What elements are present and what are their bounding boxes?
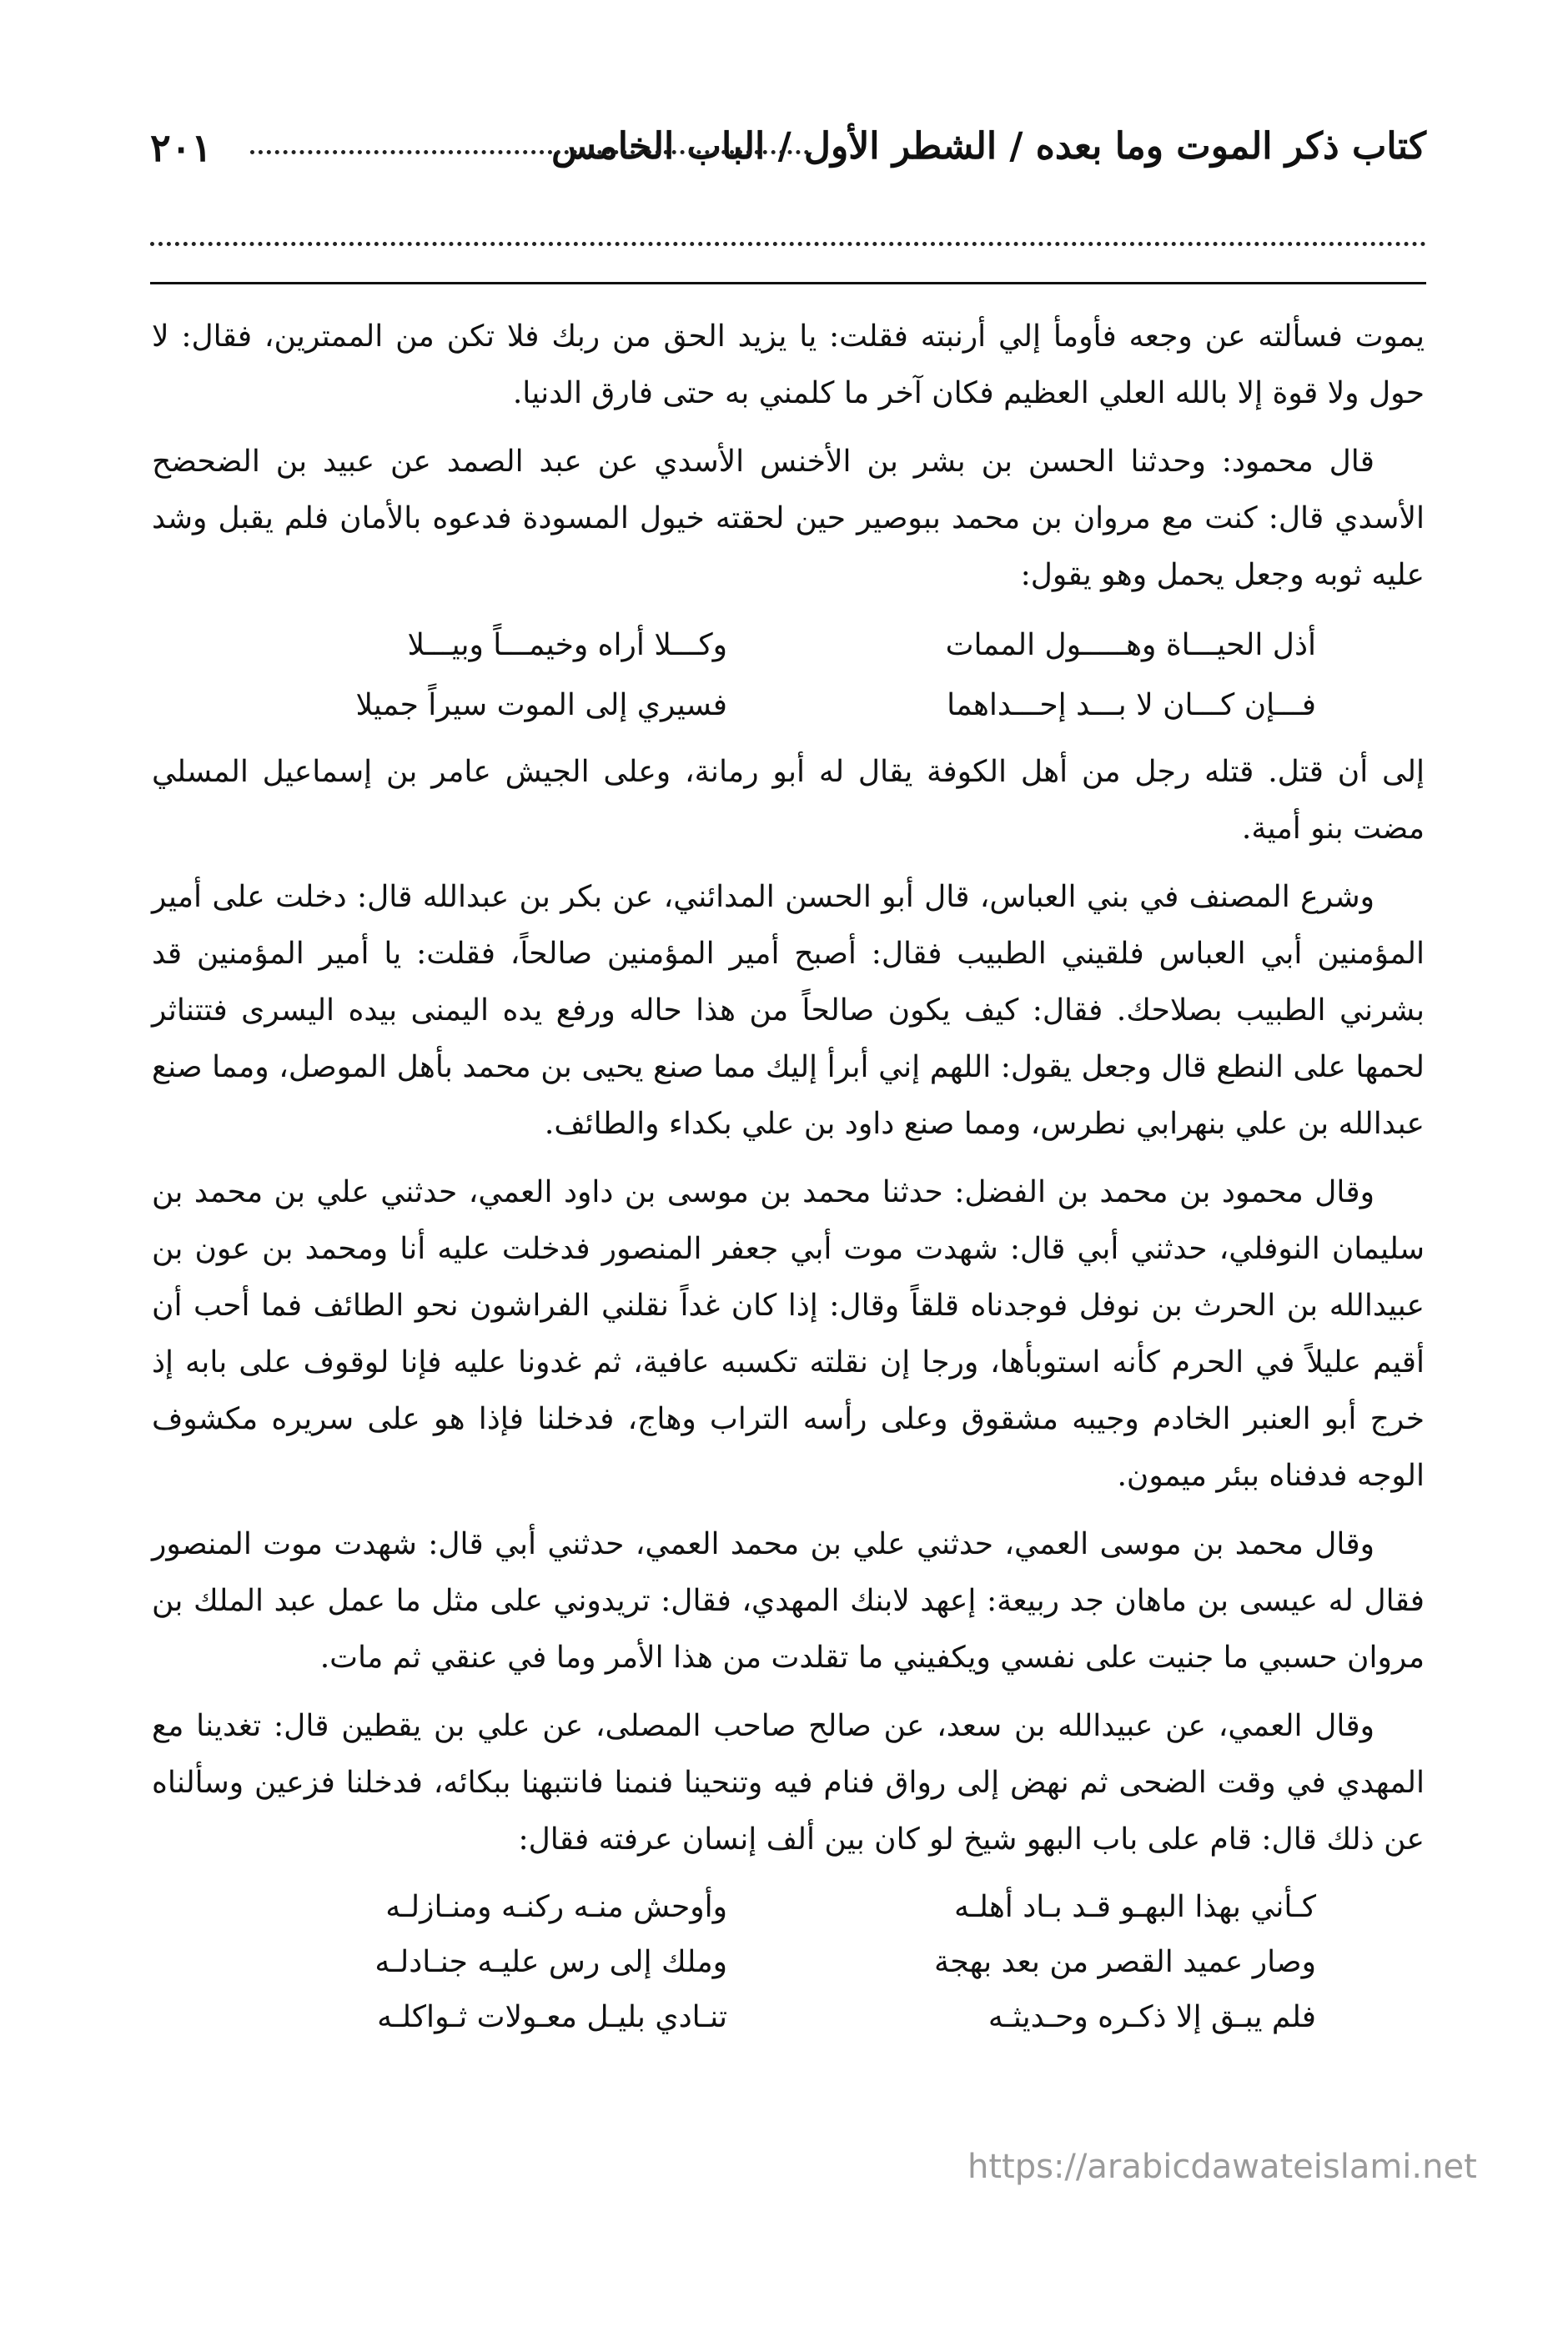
poem-verses: [152, 1880, 1425, 2045]
paragraph: وشرع المصنف في بني العباس، قال أبو الحسن المدائني، عن بكر بن عبدالله قال: دخلت على أمير المؤمنين أبي العباس فلقيني الطبيب فقال: أصبح أمير المؤمنين صالحاً، فقلت: يا أمير المؤمنين قد بشرني الطبيب بصلاحك. فقال: كيف يكون صالحاً من هذا حاله ورفع يده اليمنى بيده اليسرى فتتناثر لحمها على النطع قال وجعل يقول: اللهم إني أبرأ إليك مما صنع يحيى بن محمد بأهل الموصل، ومما صنع عبدالله بن علي بنهرابي نطرس، ومما صنع داود بن علي بكداء والطائف.: [152, 880, 1425, 1141]
running-header-title: كتاب ذكر الموت وما بعده / الشطر الأول / الباب الخامس: [551, 125, 1426, 168]
header-dot-leader: [250, 150, 809, 154]
verse-second-hemistich: فسيري إلى الموت سيراً جميلا: [355, 688, 727, 722]
verse-line: [152, 676, 1425, 736]
verse-line: [152, 616, 1425, 676]
verse-first-hemistich: وصار عميد القصر من بعد بهجة: [934, 1945, 1316, 1979]
verse-second-hemistich: تنـادي بليـل معـولات ثـواكلـه: [377, 2000, 727, 2034]
page-number: ٢٠١: [150, 125, 213, 170]
page-header: [150, 125, 1426, 192]
verse-line: [152, 1935, 1425, 1990]
paragraph: وقال محمود بن محمد بن الفضل: حدثنا محمد بن موسى بن داود العمي، حدثني علي بن محمد بن سليمان النوفلي، حدثني أبي قال: شهدت موت أبي جعفر المنصور فدخلت عليه أنا ومحمد بن عون بن عبيدالله بن الحرث بن نوفل فوجدناه قلقاً وقال: إذا كان غداً نقلني الفراشون نحو الطائف فما أحب أن أقيم عليلاً في الحرم كأنه استوبأها، ورجا إن نقلته تكسبه عافية، ثم غدونا عليه فإنا لوقوف على بابه إذ خرج أبو العنبر الخادم وجيبه مشقوق وعلى رأسه التراب وهاج، فدخلنا فإذا هو على سريره مكشوف الوجه فدفناه ببئر ميمون.: [152, 1175, 1425, 1493]
verse-first-hemistich: أذل الحيـــاة وهـــــول الممات: [945, 628, 1316, 662]
watermark-url: https://arabicdawateislami.net: [967, 2148, 1477, 2186]
dotted-divider: [150, 242, 1426, 246]
poem-verses: [152, 616, 1425, 736]
paragraph: قال محمود: وحدثنا الحسن بن بشر بن الأخنس الأسدي عن عبد الصمد عن عبيد بن الضحضح الأسدي قال: كنت مع مروان بن محمد ببوصير حين لحقته خيول المسودة فدعوه بالأمان فلم يقبل وشد عليه ثوبه وجعل يحمل وهو يقول:: [152, 445, 1425, 592]
verse-second-hemistich: وكـــلا أراه وخيمـــاً وبيـــلا: [407, 628, 727, 662]
paragraph: يموت فسألته عن وجعه فأومأ إلي أرنبته فقلت: يا يزيد الحق من ربك فلا تكن من الممترين، فقال: لا حول ولا قوة إلا بالله العلي العظيم فكان آخر ما كلمني به حتى فارق الدنيا.: [152, 319, 1425, 410]
solid-divider: [150, 282, 1426, 284]
verse-second-hemistich: وأوحش منـه ركنـه ومنـازلـه: [385, 1890, 727, 1924]
paragraph: إلى أن قتل. قتله رجل من أهل الكوفة يقال له أبو رمانة، وعلى الجيش عامر بن إسماعيل المسلي مضت بنو أمية.: [152, 755, 1425, 846]
verse-first-hemistich: كـأني بهذا البهـو قـد بـاد أهلـه: [954, 1890, 1316, 1924]
verse-line: [152, 1990, 1425, 2045]
verse-line: [152, 1880, 1425, 1935]
verse-second-hemistich: وملك إلى رس عليـه جنـادلـه: [374, 1945, 727, 1979]
page-body: [152, 309, 1425, 2053]
paragraph: وقال العمي، عن عبيدالله بن سعد، عن صالح صاحب المصلى، عن علي بن يقطين قال: تغدينا مع المهدي في وقت الضحى ثم نهض إلى رواق فنام فيه وتنحينا فنمنا فانتبهنا ببكائه، فدخلنا فزعين وسألناه عن ذلك قال: قام على باب البهو شيخ لو كان بين ألف إنسان عرفته فقال:: [152, 1709, 1425, 1857]
verse-first-hemistich: فلم يبـق إلا ذكـره وحـديثـه: [988, 2000, 1316, 2034]
verse-first-hemistich: فـــإن كـــان لا بـــد إحـــداهما: [947, 688, 1316, 722]
paragraph: وقال محمد بن موسى العمي، حدثني علي بن محمد العمي، حدثني أبي قال: شهدت موت المنصور فقال له عيسى بن ماهان جد ربيعة: إعهد لابنك المهدي، فقال: تريدوني على مثل ما عمل عبد الملك بن مروان حسبي ما جنيت على نفسي ويكفيني ما تقلدت من هذا الأمر وما في عنقي ثم مات.: [152, 1527, 1425, 1675]
